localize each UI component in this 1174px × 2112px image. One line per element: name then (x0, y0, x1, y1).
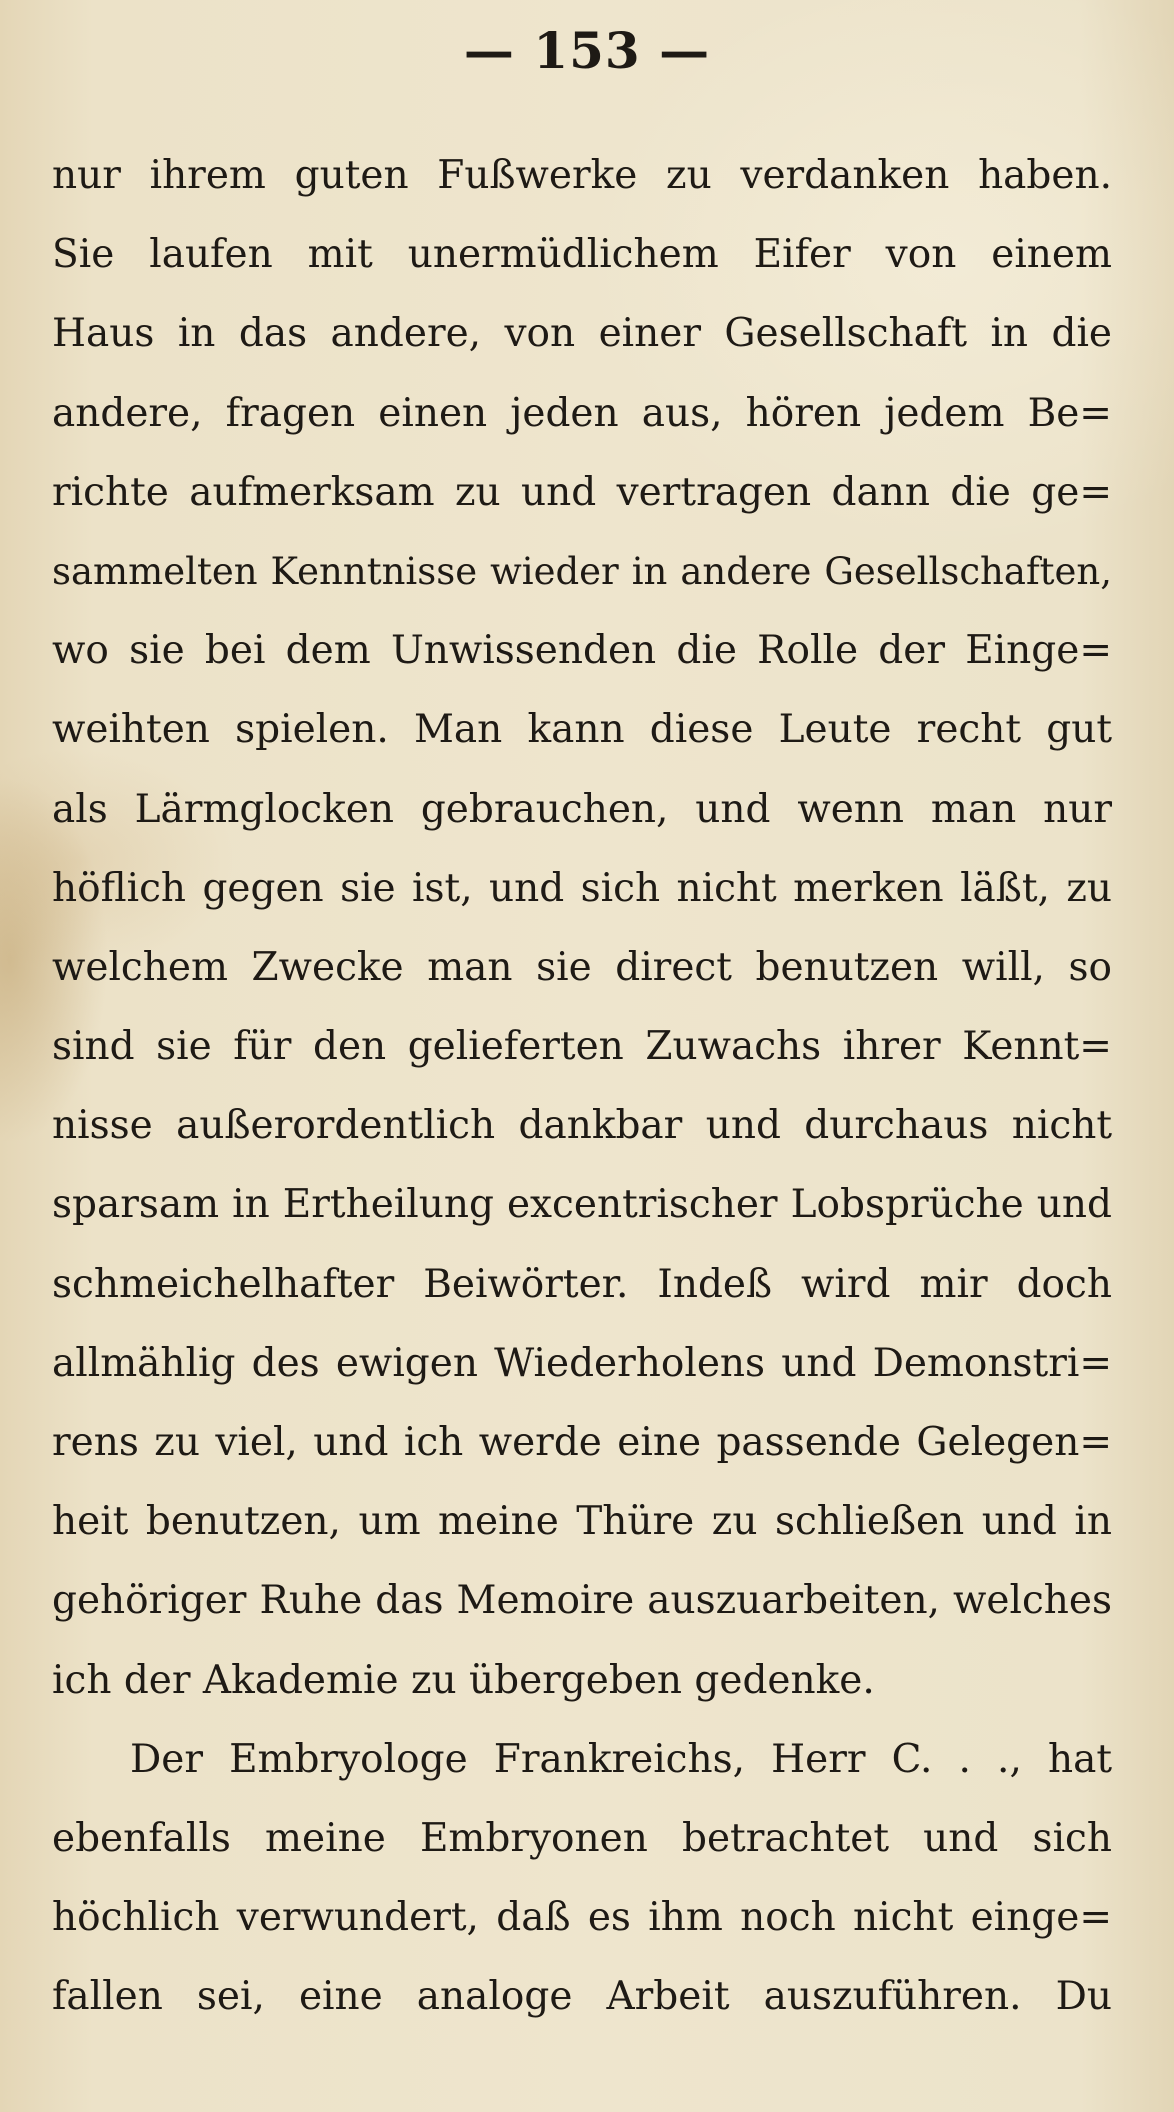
text-line: Haus in das andere, von einer Gesellschaft in die (52, 311, 1112, 357)
text-line: nisse außerordentlich dankbar und durchaus nicht (52, 1103, 1112, 1149)
text-line: fallen sei, eine analoge Arbeit auszuführen. Du (52, 1974, 1112, 2020)
text-line: höflich gegen sie ist, und sich nicht merken läßt, zu (52, 865, 1112, 911)
text-line: ebenfalls meine Embryonen betrachtet und sich (52, 1815, 1112, 1861)
text-line: richte aufmerksam zu und vertragen dann die ge= (52, 469, 1112, 515)
text-line: sparsam in Ertheilung excentrischer Lobsprüche und (52, 1182, 1112, 1228)
paragraph (52, 136, 1112, 1720)
text-line: Sie laufen mit unermüdlichem Eifer von einem (52, 232, 1112, 278)
text-line: andere, fragen einen jeden aus, hören jedem Be= (52, 390, 1112, 436)
text-line: weihten spielen. Man kann diese Leute recht gut (52, 707, 1112, 753)
text-line: sind sie für den gelieferten Zuwachs ihrer Kennt= (52, 1024, 1112, 1070)
text-line: welchem Zwecke man sie direct benutzen will, so (52, 944, 1112, 990)
text-line: gehöriger Ruhe das Memoire auszuarbeiten, welches (52, 1578, 1112, 1624)
text-line: allmählig des ewigen Wiederholens und Demonstri= (52, 1340, 1112, 1386)
text-line: höchlich verwundert, daß es ihm noch nicht einge= (52, 1895, 1112, 1941)
page-number-header: — 153 — (463, 21, 711, 80)
text-line: sammelten Kenntnisse wieder in andere Gesellschaften, (52, 549, 1112, 593)
page-body (52, 136, 1112, 2037)
text-line: Der Embryologe Frankreichs, Herr C. . ., hat (130, 1736, 1112, 1782)
paragraph (52, 1720, 1112, 2037)
text-line: nur ihrem guten Fußwerke zu verdanken haben. (52, 153, 1112, 198)
text-line: wo sie bei dem Unwissenden die Rolle der Einge= (52, 628, 1112, 674)
text-line: schmeichelhafter Beiwörter. Indeß wird mir doch (52, 1261, 1112, 1307)
text-line: heit benutzen, um meine Thüre zu schließen und in (52, 1499, 1112, 1545)
text-line: als Lärmglocken gebrauchen, und wenn man nur (52, 786, 1112, 832)
text-line: rens zu viel, und ich werde eine passende Gelegen= (52, 1420, 1112, 1465)
text-line: ich der Akademie zu übergeben gedenke. (52, 1657, 875, 1703)
